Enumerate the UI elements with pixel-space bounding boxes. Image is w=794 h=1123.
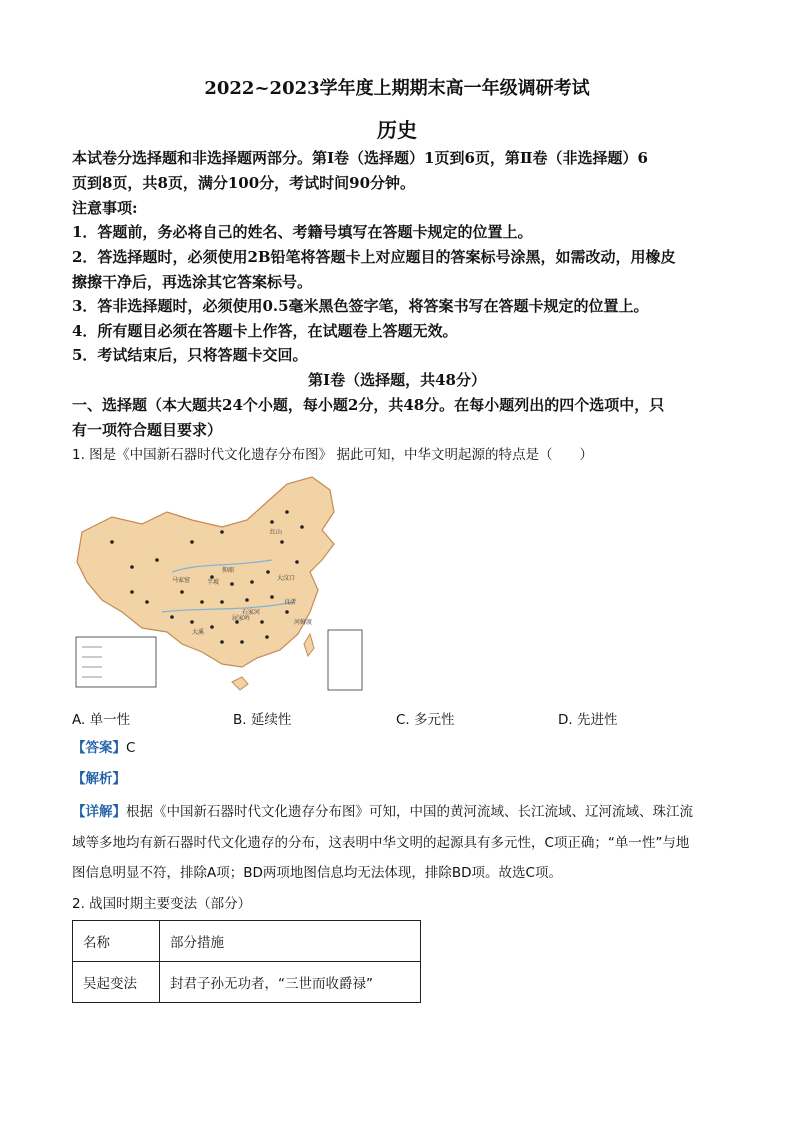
site-label: 屈家岭	[232, 615, 251, 622]
site-label: 河姆渡	[294, 619, 313, 626]
note-item-5: 5．考试结束后，只将答题卡交回。	[72, 346, 308, 364]
question-2-stem: 2. 战国时期主要变法（部分）	[72, 896, 252, 912]
site-label: 大汶口	[277, 575, 296, 582]
site-dot	[280, 540, 284, 544]
section-instruction-2: 有一项符合题目要求）	[72, 421, 223, 439]
site-dot	[285, 510, 289, 514]
intro-line-2: 页到8页，共8页，满分100分，考试时间90分钟。	[72, 174, 416, 192]
site-dot	[230, 582, 234, 586]
site-dot	[190, 620, 194, 624]
site-dot	[220, 600, 224, 604]
q1-option-b: B. 延续性	[233, 712, 292, 728]
answer-tag: 【答案】	[72, 740, 126, 756]
site-dot	[170, 615, 174, 619]
detail-text-1: 根据《中国新石器时代文化遗存分布图》可知，中国的黄河流域、长江流域、辽河流域、珠江流	[126, 804, 693, 820]
neolithic-sites-map	[72, 472, 372, 694]
question-1-stem: 1. 图是《中国新石器时代文化遗存分布图》 据此可知，中华文明起源的特点是（ ）	[72, 447, 593, 463]
site-dot	[220, 640, 224, 644]
table-header-name: 名称	[73, 921, 160, 962]
analysis-tag: 【解析】	[72, 771, 126, 787]
site-dot	[270, 520, 274, 524]
note-item-2: 2．答选择题时，必须使用2B铅笔将答题卡上对应题目的答案标号涂黑，如需改动，用橡皮	[72, 248, 676, 266]
q1-detail-line-1	[72, 801, 732, 823]
site-dot	[295, 560, 299, 564]
site-dot	[220, 530, 224, 534]
site-label: 石家河	[242, 609, 261, 616]
site-dot	[190, 540, 194, 544]
site-label: 良渚	[284, 599, 297, 606]
site-dot	[210, 625, 214, 629]
site-dot	[270, 595, 274, 599]
site-dot	[155, 558, 159, 562]
exam-title: 2022~2023学年度上期期末高一年级调研考试	[204, 78, 590, 99]
table-cell-name: 吴起变法	[73, 962, 160, 1003]
site-dot	[266, 570, 270, 574]
site-dot	[300, 525, 304, 529]
south-sea-inset	[328, 630, 362, 690]
site-dot	[200, 600, 204, 604]
answer-value: C	[126, 740, 136, 756]
site-dot	[260, 620, 264, 624]
note-item-2-cont: 擦擦干净后，再选涂其它答案标号。	[72, 273, 313, 291]
intro-line-1: 本试卷分选择题和非选择题两部分。第Ⅰ卷（选择题）1页到6页，第Ⅱ卷（非选择题）6	[72, 149, 648, 167]
site-label: 半坡	[207, 579, 220, 586]
q1-detail-line-3: 图信息明显不符，排除A项；BD两项地图信息均无法体现，排除BD项。故选C项。	[72, 865, 562, 881]
site-dot	[130, 565, 134, 569]
site-dot	[110, 540, 114, 544]
site-dot	[285, 610, 289, 614]
site-dot	[130, 590, 134, 594]
table-row	[73, 962, 421, 1003]
site-label: 大溪	[192, 629, 205, 636]
note-item-4: 4．所有题目必须在答题卡上作答，在试题卷上答题无效。	[72, 322, 458, 340]
site-label: 仰韶	[222, 567, 235, 574]
site-label: 马家窑	[172, 577, 191, 584]
table-cell-measures: 封君子孙无功者，“三世而收爵禄”	[160, 962, 421, 1003]
q1-option-c: C. 多元性	[396, 712, 455, 728]
site-dot	[145, 600, 149, 604]
reform-table	[72, 920, 421, 1003]
q1-detail-line-2: 域等多地均有新石器时代文化遗存的分布，这表明中华文明的起源具有多元性，C项正确；“单一性”与地	[72, 835, 690, 851]
site-dot	[250, 580, 254, 584]
section-instruction-1: 一、选择题（本大题共24个小题，每小题2分，共48分。在每小题列出的四个选项中，只	[72, 396, 665, 414]
site-dot	[180, 590, 184, 594]
map-legend-box	[76, 637, 156, 687]
site-label: 红山	[270, 529, 283, 536]
site-dot	[265, 635, 269, 639]
q1-option-d: D. 先进性	[558, 712, 618, 728]
subject-title: 历史	[377, 118, 417, 142]
q1-answer-line	[72, 737, 732, 759]
q1-option-a: A. 单一性	[72, 712, 131, 728]
notes-heading: 注意事项:	[72, 199, 138, 217]
table-header-measures: 部分措施	[160, 921, 421, 962]
site-dot	[245, 598, 249, 602]
section-heading: 第Ⅰ卷（选择题，共48分）	[308, 371, 486, 389]
detail-tag: 【详解】	[72, 804, 126, 820]
note-item-1: 1．答题前，务必将自己的姓名、考籍号填写在答题卡规定的位置上。	[72, 223, 533, 241]
table-header-row	[73, 921, 421, 962]
note-item-3: 3．答非选择题时，必须使用0.5毫米黑色签字笔，将答案书写在答题卡规定的位置上。	[72, 297, 649, 315]
q1-analysis-line	[72, 768, 732, 790]
site-dot	[240, 640, 244, 644]
